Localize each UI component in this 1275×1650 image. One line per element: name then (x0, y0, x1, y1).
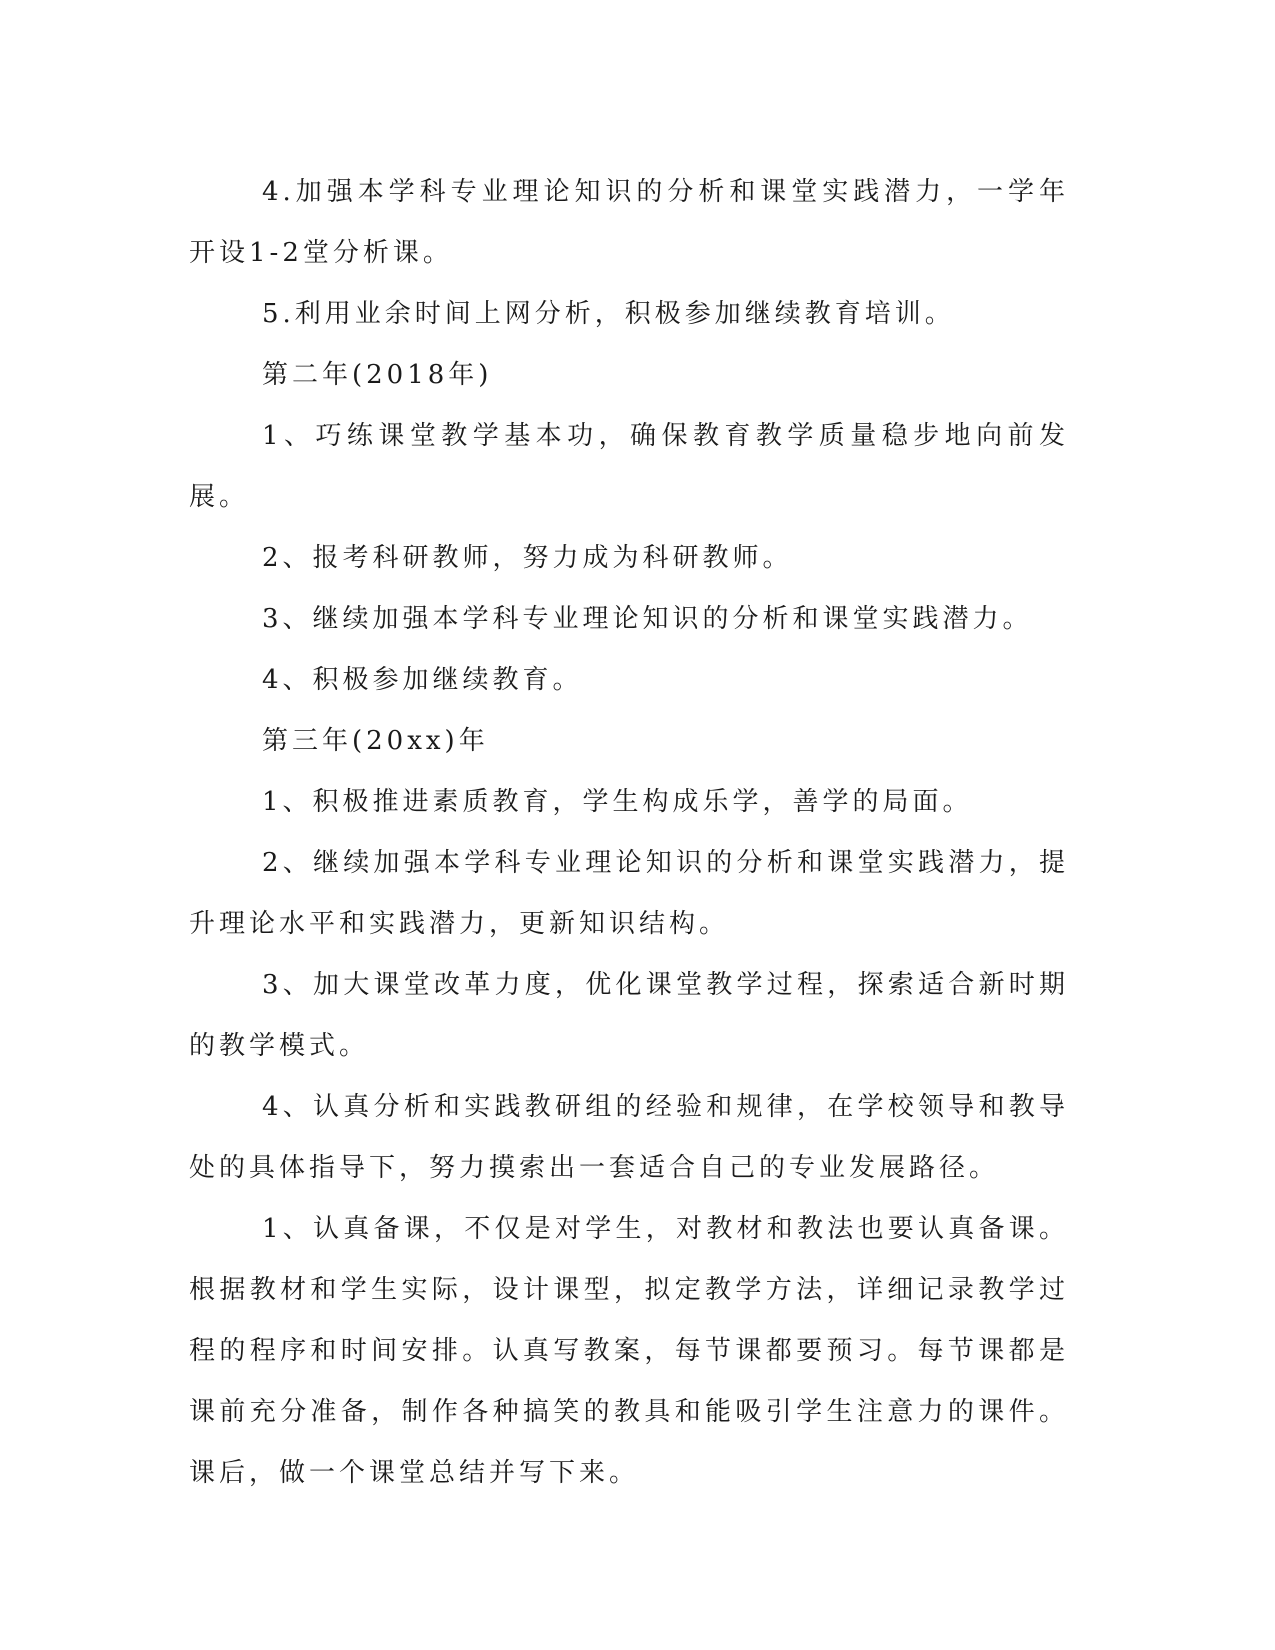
paragraph-lesson-prep: 1、认真备课，不仅是对学生，对教材和教法也要认真备课。根据教材和学生实际，设计课型，拟定教学方法，详细记录教学过程的程序和时间安排。认真写教案，每节课都要预习。每节课都是课前充分准备，制作各种搞笑的教具和能吸引学生注意力的课件。课后，做一个课堂总结并写下来。 (189, 1214, 1069, 1488)
section-heading-year-three: 第三年(20xx)年 (262, 726, 489, 756)
paragraph-year-two-item-2: 2、报考科研教师，努力成为科研教师。 (262, 543, 793, 573)
paragraph-item-4: 4.加强本学科专业理论知识的分析和课堂实践潜力，一学年开设1-2堂分析课。 (189, 177, 1069, 268)
paragraph-year-two-item-1: 1、巧练课堂教学基本功，确保教育教学质量稳步地向前发展。 (189, 421, 1069, 512)
paragraph-year-two-item-4: 4、积极参加继续教育。 (262, 665, 583, 695)
paragraph-year-two-item-3: 3、继续加强本学科专业理论知识的分析和课堂实践潜力。 (262, 604, 1033, 634)
paragraph-year-three-item-3: 3、加大课堂改革力度，优化课堂教学过程，探索适合新时期的教学模式。 (189, 970, 1069, 1061)
paragraph-year-three-item-2: 2、继续加强本学科专业理论知识的分析和课堂实践潜力，提升理论水平和实践潜力，更新知识结构。 (189, 848, 1069, 939)
document-body (189, 162, 1069, 1504)
paragraph-item-5: 5.利用业余时间上网分析，积极参加继续教育培训。 (262, 299, 955, 329)
paragraph-year-three-item-4: 4、认真分析和实践教研组的经验和规律，在学校领导和教导处的具体指导下，努力摸索出一套适合自己的专业发展路径。 (189, 1092, 1069, 1183)
paragraph-year-three-item-1: 1、积极推进素质教育，学生构成乐学，善学的局面。 (262, 787, 973, 817)
section-heading-year-two: 第二年(2018年) (262, 360, 493, 390)
